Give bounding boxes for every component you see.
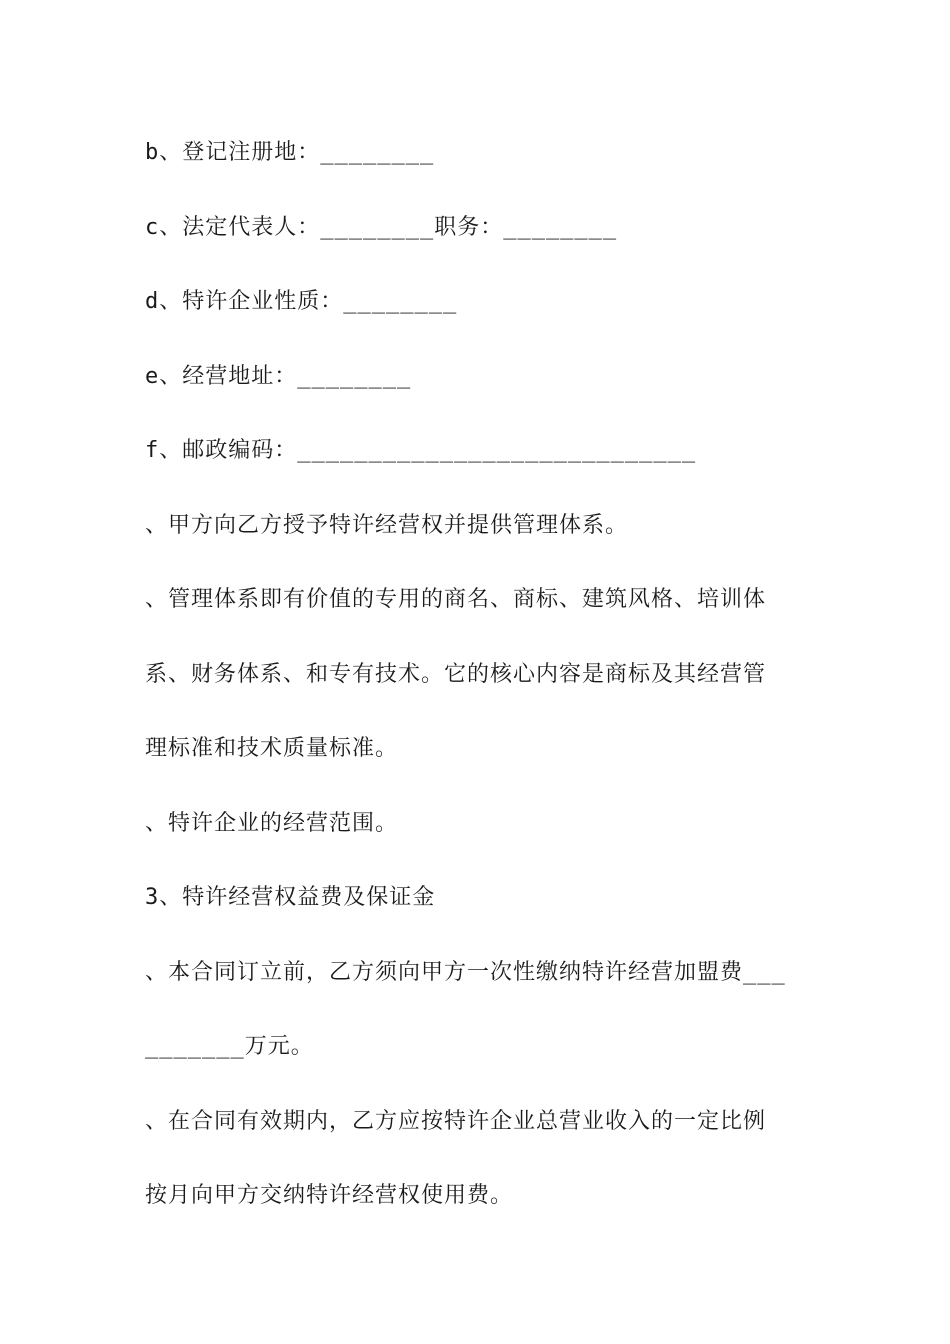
field-legal-representative: c、法定代表人：________职务：________: [145, 215, 618, 240]
clause-business-scope: 、特许企业的经营范围。: [145, 811, 399, 836]
clause-management-system-line1: 、管理体系即有价值的专用的商名、商标、建筑风格、培训体: [145, 587, 767, 612]
clause-usage-fee-line1: 、在合同有效期内，乙方应按特许企业总营业收入的一定比例: [145, 1109, 767, 1134]
clause-management-system-line3: 理标准和技术质量标准。: [145, 736, 399, 761]
field-enterprise-nature: d、特许企业性质：________: [145, 289, 458, 314]
field-business-address: e、经营地址：________: [145, 364, 412, 389]
clause-joining-fee-line2: _______万元。: [145, 1034, 314, 1059]
clause-grant-franchise: 、甲方向乙方授予特许经营权并提供管理体系。: [145, 513, 629, 538]
field-registration-place: b、登记注册地：________: [145, 140, 435, 165]
clause-usage-fee-line2: 按月向甲方交纳特许经营权使用费。: [145, 1183, 514, 1208]
field-postal-code: f、邮政编码：____________________________: [145, 438, 697, 463]
section-heading-fees: 3、特许经营权益费及保证金: [145, 885, 436, 910]
clause-joining-fee-line1: 、本合同订立前，乙方须向甲方一次性缴纳特许经营加盟费___: [145, 960, 786, 985]
clause-management-system-line2: 系、财务体系、和专有技术。它的核心内容是商标及其经营管: [145, 662, 767, 687]
